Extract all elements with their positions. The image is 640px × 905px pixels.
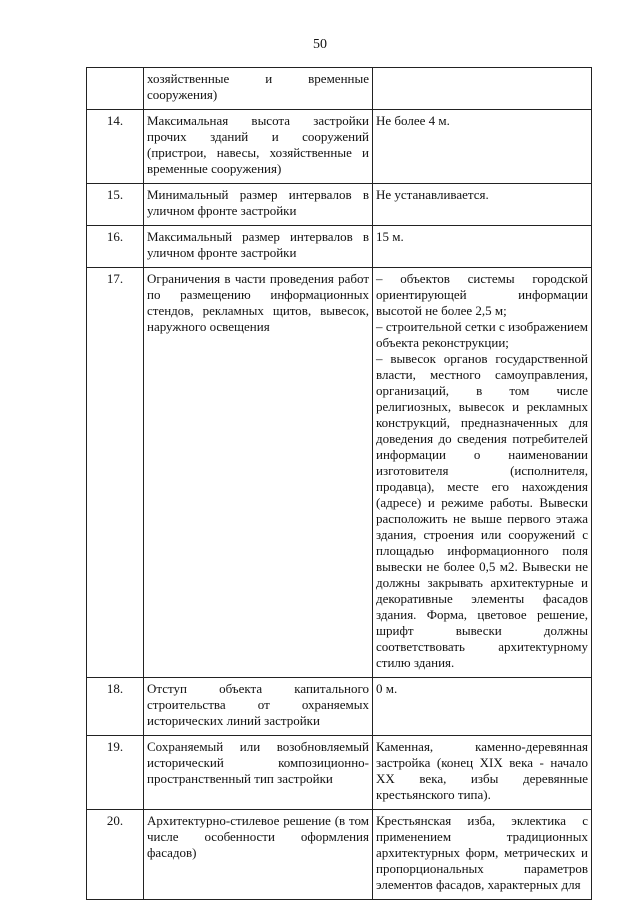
parameter-cell: Сохраняемый или возобновляемый исторический композиционно-пространственный тип застройки <box>144 736 373 810</box>
row-number: 14. <box>87 110 144 184</box>
parameter-cell: хозяйственные и временные сооружения) <box>144 68 373 110</box>
value-item: – строительной сетки с изображением объекта реконструкции; <box>376 319 588 350</box>
value-cell <box>373 68 592 110</box>
row-number: 17. <box>87 268 144 678</box>
value-cell <box>373 810 592 900</box>
table-row <box>87 68 592 110</box>
table-row <box>87 678 592 736</box>
value-text: Каменная, каменно-деревянная застройка (конец XIX века - начало XX века, избы деревянные крестьянского типа). <box>376 739 588 802</box>
page-number: 50 <box>313 37 327 52</box>
row-number: 15. <box>87 184 144 226</box>
value-text: Крестьянская изба, эклектика с применением традиционных архитектурных форм, метрических и пропорциональных параметров элементов фасадов, характерных для <box>376 813 588 892</box>
parameter-cell: Максимальный размер интервалов в уличном фронте застройки <box>144 226 373 268</box>
table-row <box>87 184 592 226</box>
value-text: Не устанавливается. <box>376 187 489 202</box>
table-row <box>87 268 592 678</box>
value-cell <box>373 268 592 678</box>
row-number: 18. <box>87 678 144 736</box>
regulations-table <box>86 67 592 900</box>
table-row <box>87 110 592 184</box>
parameter-cell: Отступ объекта капитального строительства от охраняемых исторических линий застройки <box>144 678 373 736</box>
value-cell <box>373 226 592 268</box>
row-number <box>87 68 144 110</box>
value-cell <box>373 184 592 226</box>
parameter-cell: Ограничения в части проведения работ по размещению информационных стендов, рекламных щитов, вывесок, наружного освещения <box>144 268 373 678</box>
value-cell <box>373 678 592 736</box>
row-number: 16. <box>87 226 144 268</box>
row-number: 20. <box>87 810 144 900</box>
row-number: 19. <box>87 736 144 810</box>
value-item: – объектов системы городской ориентирующей информации высотой не более 2,5 м; <box>376 271 588 318</box>
table-row <box>87 810 592 900</box>
value-cell <box>373 736 592 810</box>
table-row <box>87 736 592 810</box>
value-text: 0 м. <box>376 681 398 696</box>
value-text: 15 м. <box>376 229 404 244</box>
value-cell <box>373 110 592 184</box>
value-text: Не более 4 м. <box>376 113 450 128</box>
parameter-cell: Минимальный размер интервалов в уличном фронте застройки <box>144 184 373 226</box>
value-item: – вывесок органов государственной власти, местного самоуправления, организаций, в том числе религиозных, вывесок и рекламных конструкций, предназначенных для доведения до сведения потребителей информации о наименовании изготовителя (исполнителя, продавца), месте его нахождения (адресе) и режиме работы. Вывески расположить не выше первого этажа здания, строения или сооружений с площадью информационного поля вывески не более 0,5 м2. Вывески не должны закрывать архитектурные и декоративные элементы фасадов здания. Форма, цветовое решение, шрифт вывески должны соответствовать архитектурному стилю здания. <box>376 351 588 670</box>
parameter-cell: Максимальная высота застройки прочих зданий и сооружений (пристрои, навесы, хозяйственные и временные сооружения) <box>144 110 373 184</box>
parameter-cell: Архитектурно-стилевое решение (в том числе особенности оформления фасадов) <box>144 810 373 900</box>
table-row <box>87 226 592 268</box>
